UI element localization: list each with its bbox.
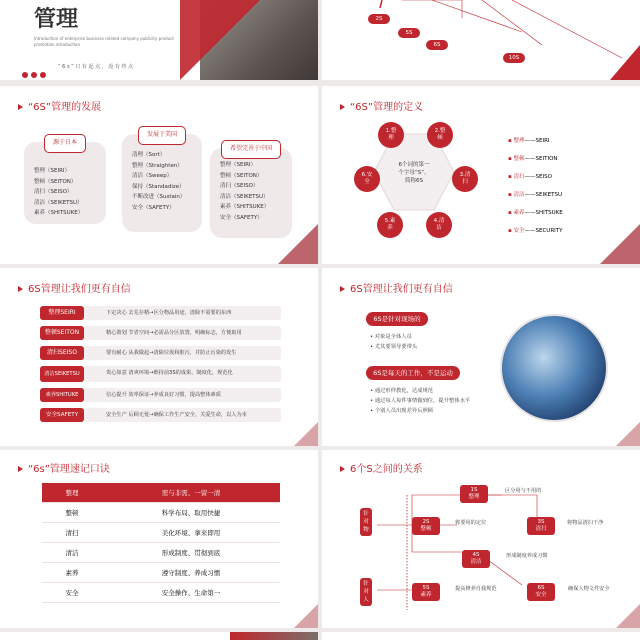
table-header: 整理 需与非需、一留一清 [42,483,280,503]
card-item: 清扫（SEISO） [220,183,259,189]
slide-heading: 6个S之间的关系 [340,460,423,475]
side-label-people: 针 对 人 [360,578,372,606]
usa-card [122,131,202,232]
card-item: 清理（Sort） [132,152,166,158]
slide-development [0,86,318,264]
legend-row: ▪ 整理——SEIRI [508,138,550,144]
levels-diagram [322,0,640,80]
slide-definition [322,86,640,264]
card-item: 整理（Straighten） [132,162,183,169]
corner-triangle [616,604,640,628]
table-row: 安全 安全操作、生命第一 [42,583,280,603]
principle-row: 整理SEIRI 下定决心 去芜存精→区分物品用途，清除不需要的东西 [40,306,281,320]
slide-title [0,0,318,80]
slide-levels [322,0,640,80]
principle-row: 素养SHITUKE 信心提升 效率保证→养成良好习惯，提高整体素质 [40,388,281,402]
slide-heading: “6S”管理的发展 [18,98,101,113]
principle-row: 清洁SEIKETSU 贵心如意 清爽环境→维持前3S的成果，制度化，规范化 [40,366,281,382]
level-pill: 6S [426,40,448,50]
level-pill: 5S [398,28,420,38]
card-item: 保持（Standadize） [132,183,185,190]
relation-box: 3S 清扫 [527,517,555,535]
origin-card [24,139,106,224]
page-title: 管理 [34,7,79,32]
card-item: 安全（SAFETY） [220,214,263,221]
card-item: 整顿（SEITON） [34,178,77,185]
card-caption: 希望完善于中国 [221,140,281,159]
card-item: 整理（SEIRI） [220,162,257,168]
definition-node: 6.安 全 [354,166,380,192]
card-item: 素养（SHITSUKE） [34,210,84,216]
hexagon-center-text: 6个词的第一 个字母“S”， 简称6S [398,162,430,184]
point-pill: 6S是每天的工作，不是运动 [366,366,460,380]
relation-note: 将物品清扫干净 [567,520,604,526]
card-item: 整顿（SEITON） [220,172,263,179]
slide-heading: “6S”管理的定义 [340,98,423,113]
relation-note: 区分用与不用的 [505,488,542,494]
relation-box: 4S 清洁 [462,550,490,568]
relation-box: 1S 整理 [460,485,488,503]
point-list: • 对象是全体人员 • 尤其要领导要带头 [370,332,417,352]
definition-node: 5.素 养 [377,212,403,238]
relation-box: 5S 素养 [412,583,440,601]
card-item: 整理（SEIRI） [34,168,71,174]
table-row: 清扫 美化环境、拿来即用 [42,523,280,543]
slide-heading: 6S管理让我们更有自信 [18,280,131,295]
red-shape [180,0,260,80]
slide-heading: 6S管理让我们更有自信 [340,280,453,295]
legend-row: ▪ 清洁——SEIKETSU [508,192,563,198]
relation-box: 2S 整顿 [412,517,440,535]
slide-relationship [322,450,640,628]
side-label-things: 针 对 物 [360,508,372,536]
card-item: 清洁（SEIKETSU） [220,193,269,200]
card-caption: 发展于美国 [138,126,186,145]
legend-row: ▪ 整顿——SEITION [508,156,558,162]
table-row: 整顿 科学布局、取用快捷 [42,503,280,523]
slide-confidence-points [322,268,640,446]
relation-note: 将要用的定位 [455,520,487,526]
tagline: “ 6 s ” 只 有 起 点 ， 没 有 终 点 [58,64,134,70]
legend-row: ▪ 清扫——SEISO [508,174,552,180]
level-pill: 10S [503,53,525,63]
definition-node: 3.清 扫 [452,166,478,192]
principle-row: 整顿SEITON 精心策划 节省空间→必需品分区放置，明确标志，方便取用 [40,326,281,340]
principle-row: 安全SAFETY 安全生产 后顾无忧→确保工作生产安全，关爱生命，以人为本 [40,408,281,422]
slide-partial-bottom-right [322,632,640,640]
corner-triangle [600,224,640,264]
point-pill: 6S是针对现场的 [366,312,428,326]
relation-box: 6S 安全 [527,583,555,601]
definition-node: 4.清 洁 [426,212,452,238]
card-item: 素养（SHITSUKE） [220,204,270,210]
slide-confidence-rows [0,268,318,446]
level-pill: 2S [368,14,390,24]
mnemonic-table [42,483,280,603]
relation-note: 形成制度养成习惯 [506,553,548,559]
relation-note: 确保人物文件安全 [568,586,610,592]
table-row: 清洁 形成制度、贯彻到底 [42,543,280,563]
corner-triangle [616,422,640,446]
point-list: • 通过形样教化，达成规范 • 通过每人每件事情做到位，提升整体水平 • 个别人员出现差异后照顾 [370,386,470,416]
definition-node: 1.整 理 [378,122,404,148]
corner-triangle [294,422,318,446]
card-item: 清洁（Sweep） [132,173,173,179]
card-item: 清扫（SEISO） [34,189,73,195]
term-legend [508,132,563,240]
corner-triangle [610,45,640,80]
card-caption: 源于日本 [44,134,86,153]
corner-triangle [278,224,318,264]
dot-markers [22,63,46,80]
table-row: 素养 遵守制度、养成习惯 [42,563,280,583]
legend-row: ▪ 安全——SECURITY [508,228,563,234]
card-item: 不断改进（Sustain） [132,194,186,200]
card-item: 清洁（SEIKETSU） [34,199,83,206]
relation-note: 提高修养自我规范 [455,586,497,592]
subtitle-line-1: Introduction of enterprise business related company publicity product [34,36,174,41]
warehouse-photo [500,314,608,422]
definition-node: 2.整 顿 [427,122,453,148]
subtitle-line-2: promotion introduction [34,42,80,47]
legend-row: ▪ 素养——SHITSUKE [508,210,563,216]
corner-triangle [294,604,318,628]
card-item: 安全（SAFETY） [132,204,175,211]
principle-row: 清扫SEISO 要有耐心 从我做起→清除垃圾和脏污，并防止污染的发生 [40,346,281,360]
slide-partial-bottom-left [0,632,318,640]
slide-heading: “6s”管理速记口诀 [18,460,110,475]
photo-strip [230,632,318,640]
